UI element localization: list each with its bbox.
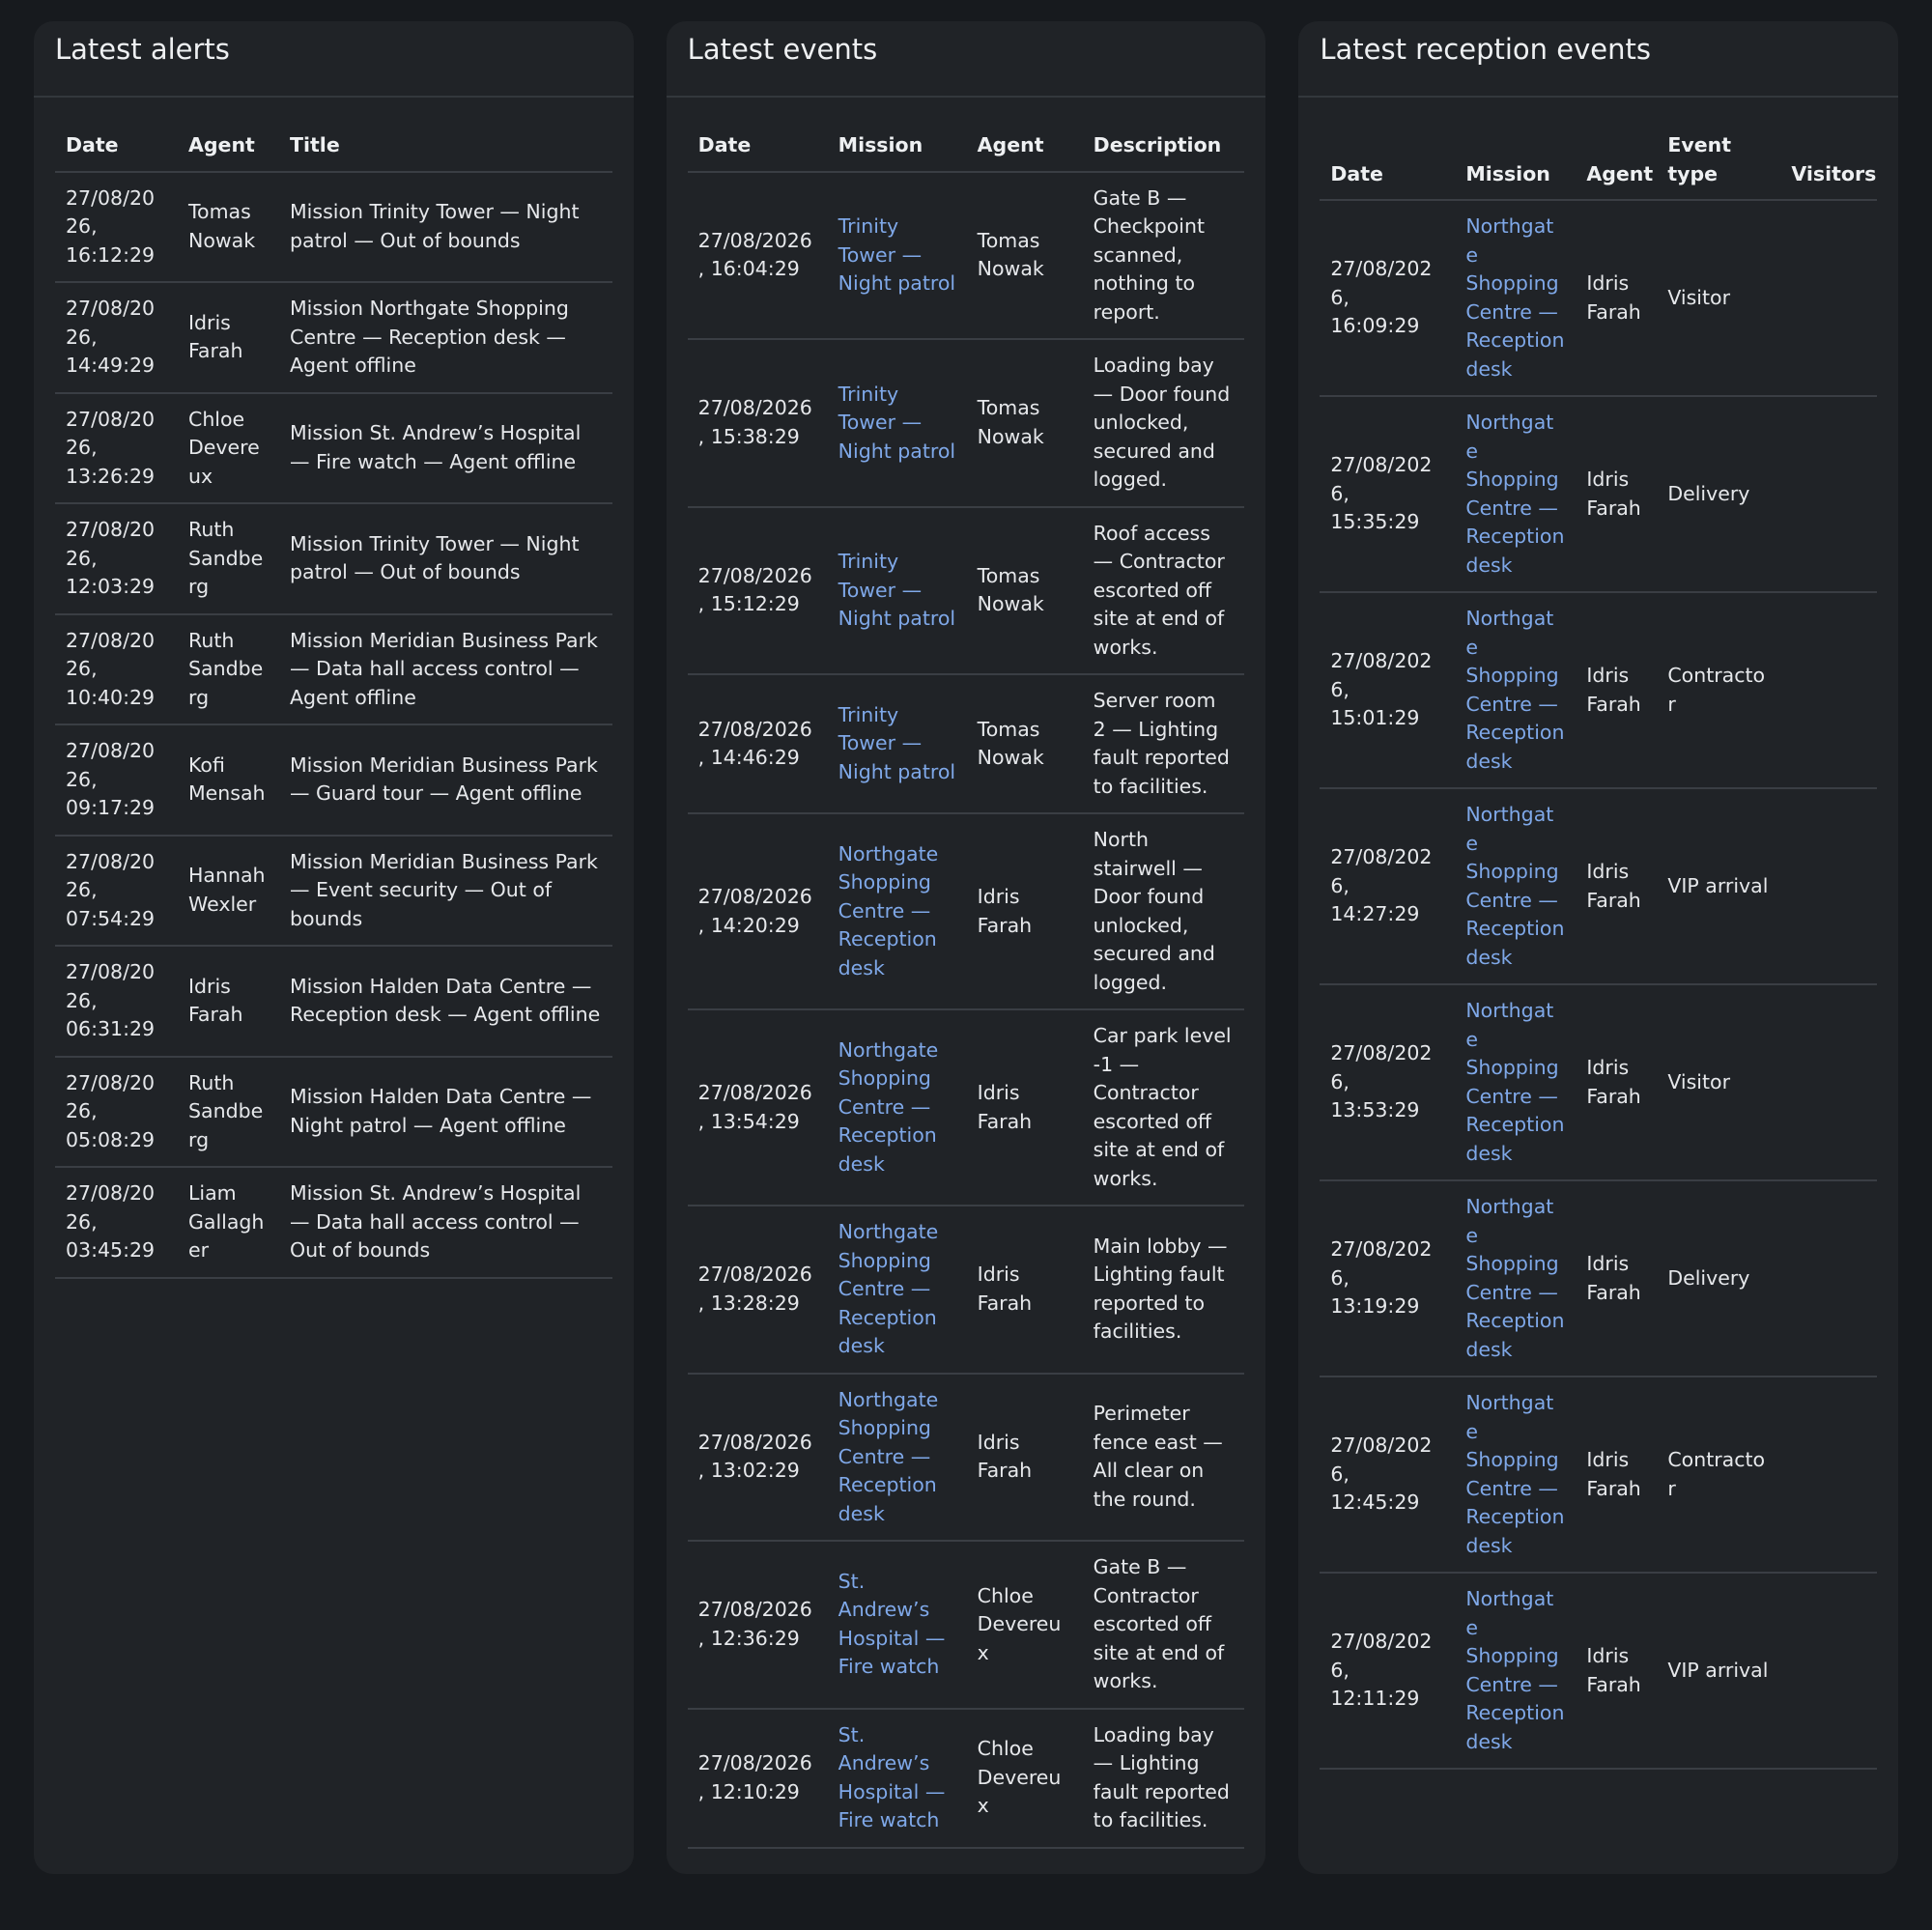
- alert-title: Mission Meridian Business Park — Guard tour — Agent offline: [279, 724, 612, 836]
- alert-title: Mission Halden Data Centre — Night patrol — Agent offline: [279, 1057, 612, 1168]
- event-description: Car park level -1 — Contractor escorted off site at end of works.: [1083, 1009, 1245, 1206]
- alert-date: 27/08/2026, 07:54:29: [55, 836, 178, 947]
- reception-event-type: Contractor: [1657, 1377, 1780, 1573]
- event-description: Loading bay — Door found unlocked, secured and logged.: [1083, 339, 1245, 507]
- event-agent: Idris Farah: [967, 813, 1083, 1009]
- event-mission-link[interactable]: St. Andrew’s Hospital — Fire watch: [838, 1569, 946, 1679]
- alert-agent: Ruth Sandberg: [178, 614, 279, 725]
- reception-event-date: 27/08/2026, 13:53:29: [1320, 984, 1455, 1180]
- event-description: Main lobby — Lighting fault reported to facilities.: [1083, 1206, 1245, 1374]
- reception-mission-link[interactable]: Northgate Shopping Centre — Reception desk: [1465, 999, 1565, 1165]
- latest-events-panel: [667, 21, 1266, 1874]
- alert-date: 27/08/2026, 05:08:29: [55, 1057, 178, 1168]
- alert-agent: Hannah Wexler: [178, 836, 279, 947]
- event-description: Server room 2 — Lighting fault reported to facilities.: [1083, 674, 1245, 813]
- event-description: North stairwell — Door found unlocked, secured and logged.: [1083, 813, 1245, 1009]
- alert-title: Mission Northgate Shopping Centre — Reception desk — Agent offline: [279, 282, 612, 393]
- event-row[interactable]: [688, 172, 1245, 340]
- event-date: 27/08/2026, 15:38:29: [688, 339, 828, 507]
- reception-event-row[interactable]: [1320, 984, 1877, 1180]
- reception-mission-link[interactable]: Northgate Shopping Centre — Reception desk: [1465, 1587, 1565, 1753]
- alert-row[interactable]: [55, 503, 612, 614]
- event-agent: Tomas Nowak: [967, 674, 1083, 813]
- reception-event-date: 27/08/2026, 15:01:29: [1320, 592, 1455, 788]
- event-date: 27/08/2026, 12:10:29: [688, 1709, 828, 1848]
- alert-date: 27/08/2026, 06:31:29: [55, 946, 178, 1057]
- alert-row[interactable]: [55, 282, 612, 393]
- alerts-table: [55, 119, 612, 1279]
- reception-event-visitors: [1780, 1573, 1877, 1769]
- events-header-row: [688, 119, 1245, 172]
- reception-header-row: [1320, 119, 1877, 200]
- alert-row[interactable]: [55, 724, 612, 836]
- reception-event-agent: Idris Farah: [1576, 1573, 1657, 1769]
- reception-mission-link[interactable]: Northgate Shopping Centre — Reception desk: [1465, 1391, 1565, 1557]
- reception-event-row[interactable]: [1320, 1180, 1877, 1377]
- alert-date: 27/08/2026, 03:45:29: [55, 1167, 178, 1278]
- alert-agent: Liam Gallagher: [178, 1167, 279, 1278]
- alert-date: 27/08/2026, 14:49:29: [55, 282, 178, 393]
- reception-event-type: Delivery: [1657, 1180, 1780, 1377]
- column-header-date[interactable]: Date: [55, 119, 178, 172]
- event-row[interactable]: [688, 1009, 1245, 1206]
- reception-event-type: Contractor: [1657, 592, 1780, 788]
- column-header-description[interactable]: Description: [1083, 119, 1245, 172]
- event-mission-link[interactable]: Trinity Tower — Night patrol: [838, 382, 956, 463]
- alert-agent: Tomas Nowak: [178, 172, 279, 283]
- reception-event-visitors: [1780, 1377, 1877, 1573]
- event-row[interactable]: [688, 1374, 1245, 1542]
- dashboard: [34, 21, 1898, 1874]
- reception-event-agent: Idris Farah: [1576, 1377, 1657, 1573]
- reception-event-visitors: [1780, 592, 1877, 788]
- reception-mission-link[interactable]: Northgate Shopping Centre — Reception desk: [1465, 1195, 1565, 1361]
- reception-event-row[interactable]: [1320, 592, 1877, 788]
- event-description: Loading bay — Lighting fault reported to facilities.: [1083, 1709, 1245, 1848]
- event-agent: Tomas Nowak: [967, 507, 1083, 675]
- reception-event-date: 27/08/2026, 15:35:29: [1320, 396, 1455, 592]
- event-date: 27/08/2026, 13:54:29: [688, 1009, 828, 1206]
- reception-event-visitors: [1780, 984, 1877, 1180]
- event-agent: Idris Farah: [967, 1009, 1083, 1206]
- event-description: Roof access — Contractor escorted off site at end of works.: [1083, 507, 1245, 675]
- reception-event-type: VIP arrival: [1657, 788, 1780, 984]
- reception-mission-link[interactable]: Northgate Shopping Centre — Reception desk: [1465, 607, 1565, 773]
- event-mission-link[interactable]: Trinity Tower — Night patrol: [838, 702, 956, 783]
- reception-event-row[interactable]: [1320, 200, 1877, 396]
- event-date: 27/08/2026, 14:20:29: [688, 813, 828, 1009]
- reception-event-agent: Idris Farah: [1576, 984, 1657, 1180]
- event-mission-link[interactable]: Northgate Shopping Centre — Reception desk: [838, 1037, 939, 1176]
- reception-event-type: Visitor: [1657, 984, 1780, 1180]
- latest-reception-events-title: Latest reception events: [1298, 21, 1898, 98]
- alert-row[interactable]: [55, 172, 612, 283]
- column-header-title[interactable]: Title: [279, 119, 612, 172]
- alert-agent: Idris Farah: [178, 282, 279, 393]
- reception-mission-link[interactable]: Northgate Shopping Centre — Reception desk: [1465, 803, 1565, 969]
- reception-event-date: 27/08/2026, 13:19:29: [1320, 1180, 1455, 1377]
- latest-reception-events-panel: [1298, 21, 1898, 1874]
- alert-title: Mission Meridian Business Park — Data hall access control — Agent offline: [279, 614, 612, 725]
- alert-title: Mission St. Andrew’s Hospital — Fire watch — Agent offline: [279, 393, 612, 504]
- event-row[interactable]: [688, 339, 1245, 507]
- reception-event-date: 27/08/2026, 16:09:29: [1320, 200, 1455, 396]
- alert-title: Mission St. Andrew’s Hospital — Data hall access control — Out of bounds: [279, 1167, 612, 1278]
- event-mission-link[interactable]: Trinity Tower — Night patrol: [838, 550, 956, 630]
- event-row[interactable]: [688, 507, 1245, 675]
- event-row[interactable]: [688, 674, 1245, 813]
- column-header-agent[interactable]: Agent: [178, 119, 279, 172]
- reception-event-type: VIP arrival: [1657, 1573, 1780, 1769]
- latest-events-title: Latest events: [667, 21, 1266, 98]
- event-mission-link[interactable]: Northgate Shopping Centre — Reception desk: [838, 1220, 939, 1357]
- alert-date: 27/08/2026, 12:03:29: [55, 503, 178, 614]
- reception-event-agent: Idris Farah: [1576, 396, 1657, 592]
- event-description: Gate B — Checkpoint scanned, nothing to report.: [1083, 172, 1245, 340]
- event-agent: Chloe Devereux: [967, 1709, 1083, 1848]
- reception-event-row[interactable]: [1320, 396, 1877, 592]
- event-mission-link[interactable]: St. Andrew’s Hospital — Fire watch: [838, 1722, 946, 1831]
- column-header-date[interactable]: Date: [1320, 119, 1455, 200]
- latest-alerts-panel: [34, 21, 634, 1874]
- alert-agent: Kofi Mensah: [178, 724, 279, 836]
- alert-row[interactable]: [55, 1167, 612, 1278]
- reception-event-agent: Idris Farah: [1576, 200, 1657, 396]
- alert-date: 27/08/2026, 09:17:29: [55, 724, 178, 836]
- reception-events-table: [1320, 119, 1877, 1770]
- event-agent: Idris Farah: [967, 1206, 1083, 1374]
- column-header-visitors[interactable]: Visitors: [1780, 119, 1877, 200]
- reception-event-row[interactable]: [1320, 788, 1877, 984]
- alert-agent: Idris Farah: [178, 946, 279, 1057]
- alert-row[interactable]: [55, 614, 612, 725]
- reception-event-date: 27/08/2026, 14:27:29: [1320, 788, 1455, 984]
- reception-event-visitors: [1780, 396, 1877, 592]
- reception-event-date: 27/08/2026, 12:45:29: [1320, 1377, 1455, 1573]
- reception-event-row[interactable]: [1320, 1573, 1877, 1769]
- event-mission-link[interactable]: Trinity Tower — Night patrol: [838, 214, 956, 295]
- reception-event-row[interactable]: [1320, 1377, 1877, 1573]
- reception-event-visitors: [1780, 788, 1877, 984]
- event-date: 27/08/2026, 13:28:29: [688, 1206, 828, 1374]
- alert-date: 27/08/2026, 16:12:29: [55, 172, 178, 283]
- event-agent: Tomas Nowak: [967, 172, 1083, 340]
- event-date: 27/08/2026, 12:36:29: [688, 1541, 828, 1709]
- column-header-agent[interactable]: Agent: [967, 119, 1083, 172]
- column-header-mission[interactable]: Mission: [828, 119, 967, 172]
- alert-agent: Chloe Devereux: [178, 393, 279, 504]
- alert-date: 27/08/2026, 13:26:29: [55, 393, 178, 504]
- reception-mission-link[interactable]: Northgate Shopping Centre — Reception desk: [1465, 214, 1565, 381]
- alert-title: Mission Trinity Tower — Night patrol — Out of bounds: [279, 172, 612, 283]
- events-table: [688, 119, 1245, 1849]
- alert-date: 27/08/2026, 10:40:29: [55, 614, 178, 725]
- column-header-date[interactable]: Date: [688, 119, 828, 172]
- event-agent: Tomas Nowak: [967, 339, 1083, 507]
- event-description: Perimeter fence east — All clear on the round.: [1083, 1374, 1245, 1542]
- event-mission-link[interactable]: Northgate Shopping Centre — Reception desk: [838, 1387, 939, 1525]
- event-description: Gate B — Contractor escorted off site at end of works.: [1083, 1541, 1245, 1709]
- event-row[interactable]: [688, 1709, 1245, 1848]
- reception-event-visitors: [1780, 200, 1877, 396]
- alert-agent: Ruth Sandberg: [178, 503, 279, 614]
- event-date: 27/08/2026, 14:46:29: [688, 674, 828, 813]
- event-row[interactable]: [688, 1541, 1245, 1709]
- reception-event-agent: Idris Farah: [1576, 592, 1657, 788]
- column-header-agent[interactable]: Agent: [1576, 119, 1657, 200]
- event-agent: Chloe Devereux: [967, 1541, 1083, 1709]
- event-row[interactable]: [688, 813, 1245, 1009]
- event-date: 27/08/2026, 16:04:29: [688, 172, 828, 340]
- column-header-event-type[interactable]: Event type: [1657, 119, 1780, 200]
- reception-event-date: 27/08/2026, 12:11:29: [1320, 1573, 1455, 1769]
- column-header-mission[interactable]: Mission: [1455, 119, 1576, 200]
- alert-title: Mission Trinity Tower — Night patrol — Out of bounds: [279, 503, 612, 614]
- reception-event-agent: Idris Farah: [1576, 1180, 1657, 1377]
- alerts-header-row: [55, 119, 612, 172]
- reception-event-visitors: [1780, 1180, 1877, 1377]
- alert-row[interactable]: [55, 836, 612, 947]
- event-agent: Idris Farah: [967, 1374, 1083, 1542]
- event-mission-link[interactable]: Northgate Shopping Centre — Reception desk: [838, 841, 939, 979]
- reception-event-type: Visitor: [1657, 200, 1780, 396]
- alert-title: Mission Halden Data Centre — Reception desk — Agent offline: [279, 946, 612, 1057]
- event-row[interactable]: [688, 1206, 1245, 1374]
- reception-mission-link[interactable]: Northgate Shopping Centre — Reception desk: [1465, 411, 1565, 577]
- alert-title: Mission Meridian Business Park — Event security — Out of bounds: [279, 836, 612, 947]
- alert-row[interactable]: [55, 946, 612, 1057]
- alert-row[interactable]: [55, 1057, 612, 1168]
- alert-row[interactable]: [55, 393, 612, 504]
- reception-event-type: Delivery: [1657, 396, 1780, 592]
- alert-agent: Ruth Sandberg: [178, 1057, 279, 1168]
- event-date: 27/08/2026, 15:12:29: [688, 507, 828, 675]
- latest-alerts-title: Latest alerts: [34, 21, 634, 98]
- event-date: 27/08/2026, 13:02:29: [688, 1374, 828, 1542]
- reception-event-agent: Idris Farah: [1576, 788, 1657, 984]
